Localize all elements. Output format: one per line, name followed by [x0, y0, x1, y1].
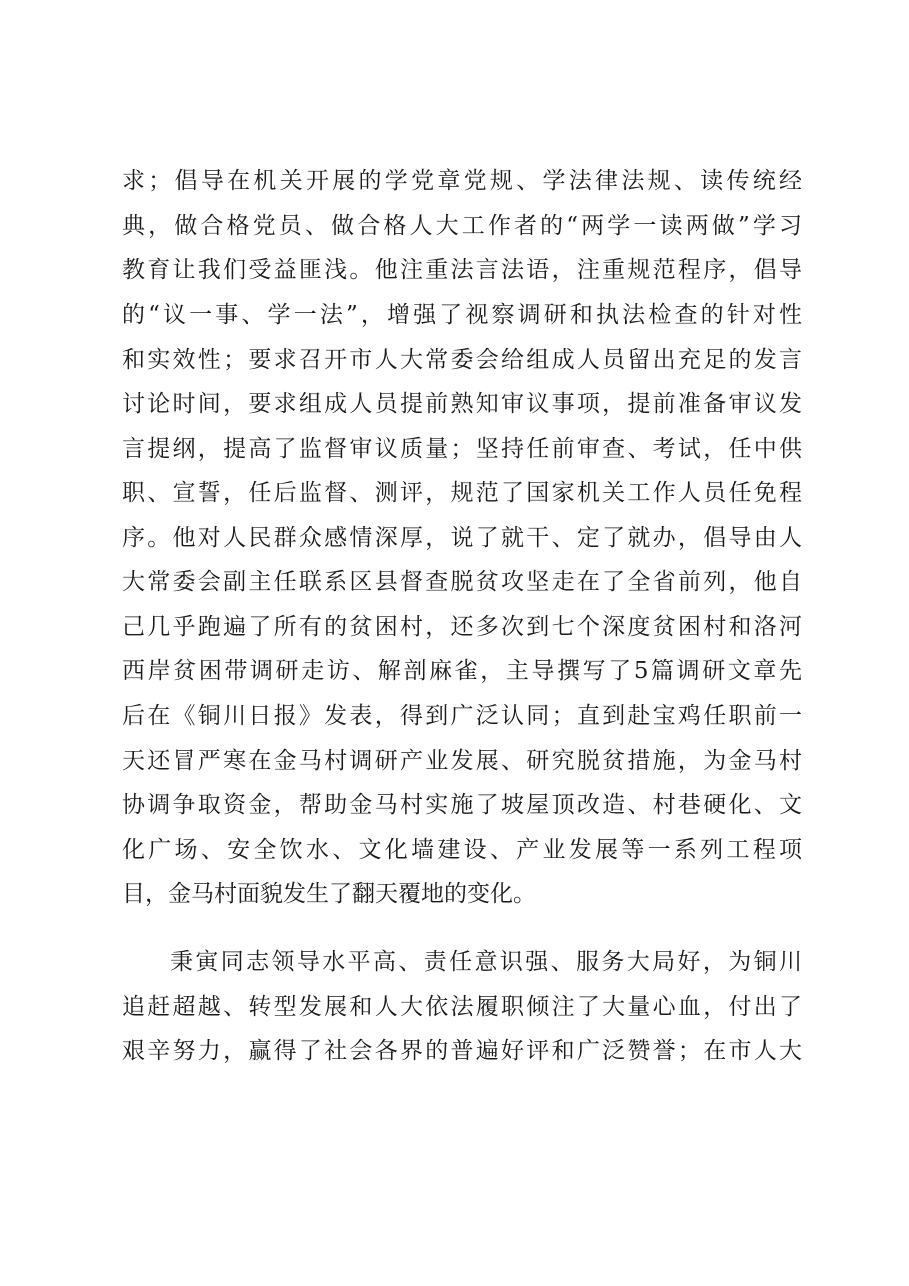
text-line: 协调争取资金，帮助金马村实施了坡屋顶改造、村巷硬化、文: [122, 792, 802, 818]
text-line: 大常委会副主任联系区县督查脱贫攻坚走在了全省前列，他自: [122, 569, 802, 595]
paragraph-first-line: 秉寅同志领导水平高、责任意识强、服务大局好，为铜川: [170, 949, 802, 975]
text-line: 序。他对人民群众感情深厚，说了就干、定了就办，倡导由人: [122, 525, 802, 551]
text-line: 己几乎跑遍了所有的贫困村，还多次到七个深度贫困村和洛河: [122, 614, 802, 640]
text-line: 天还冒严寒在金马村调研产业发展、研究脱贫措施，为金马村: [122, 748, 802, 774]
paragraph-last-line: 目，金马村面貌发生了翻天覆地的变化。: [122, 881, 536, 907]
text-line: 和实效性；要求召开市人大常委会给组成人员留出充足的发言: [122, 347, 802, 373]
text-line: 言提纲，提高了监督审议质量；坚持任前审查、考试，任中供: [122, 436, 802, 462]
text-line: 追赶超越、转型发展和人大依法履职倾注了大量心血，付出了: [122, 994, 802, 1020]
text-line: 西岸贫困带调研走访、解剖麻雀，主导撰写了5篇调研文章先: [122, 658, 802, 684]
text-line: 讨论时间，要求组成人员提前熟知审议事项，提前准备审议发: [122, 391, 802, 417]
text-line: 典，做合格党员、做合格人大工作者的“两学一读两做”学习: [122, 213, 802, 239]
text-line: 艰辛努力，赢得了社会各界的普遍好评和广泛赞誉；在市人大: [122, 1038, 802, 1064]
text-line: 后在《铜川日报》发表，得到广泛认同；直到赴宝鸡任职前一: [122, 703, 802, 729]
text-line: 教育让我们受益匪浅。他注重法言法语，注重规范程序，倡导: [122, 257, 802, 283]
text-line: 职、宣誓，任后监督、测评，规范了国家机关工作人员任免程: [122, 480, 802, 506]
text-line: 化广场、安全饮水、文化墙建设、产业发展等一系列工程项: [122, 837, 802, 863]
text-line: 求；倡导在机关开展的学党章党规、学法律法规、读传统经: [122, 168, 802, 194]
text-line: 的“议一事、学一法”，增强了视察调研和执法检查的针对性: [122, 302, 802, 328]
